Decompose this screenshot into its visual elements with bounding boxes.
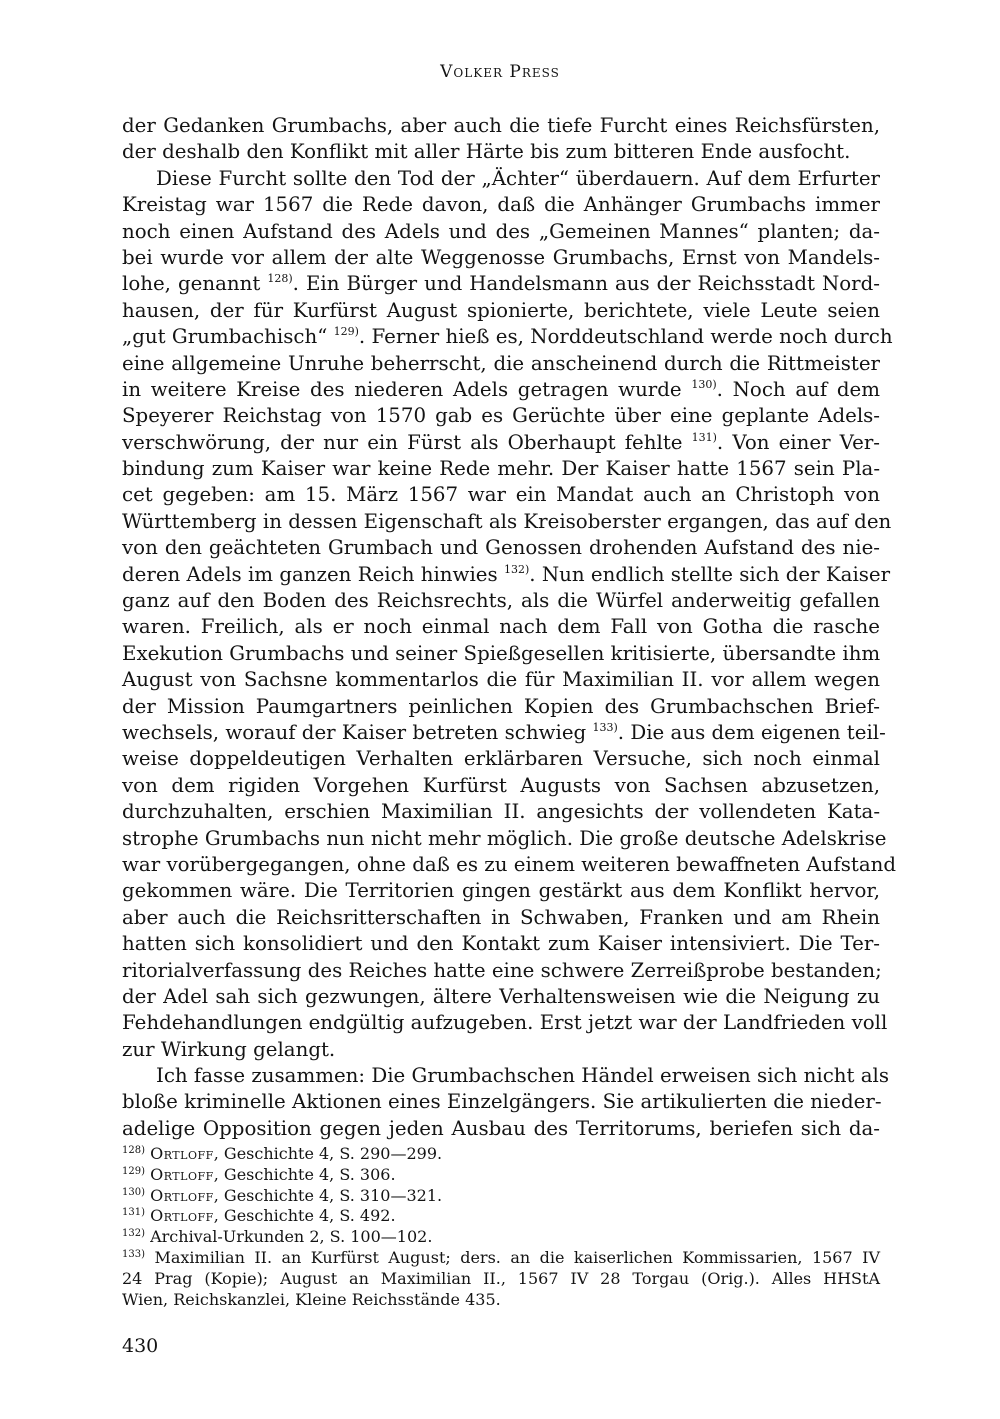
line-text: bloße kriminelle Aktionen eines Einzelgängers. Sie artikulierten die nieder- (122, 1090, 882, 1114)
text-line (122, 641, 880, 667)
text-line (122, 773, 880, 799)
footnotes (122, 1144, 880, 1310)
footnote-author: Ortloff (150, 1185, 214, 1205)
footnote-text: , Geschichte 4, S. 310—321. (213, 1185, 443, 1205)
footnote-marker: 128) (267, 272, 293, 286)
line-text: von den geächteten Grumbach und Genossen drohenden Aufstand des nie- (122, 536, 880, 560)
running-head: Volker Press (440, 62, 560, 82)
line-text: deren Adels im ganzen Reich hinwies (122, 562, 498, 586)
text-line (122, 139, 880, 165)
footnote-number: 128) (122, 1145, 145, 1156)
line-text: verschwörung, der nur ein Fürst als Oberhaupt fehlte (122, 430, 683, 454)
footnote (122, 1248, 880, 1269)
text-line (122, 535, 880, 561)
text-line (122, 219, 880, 245)
footnote-marker: 133) (592, 720, 618, 734)
footnote-text: Wien, Reichskanzlei, Kleine Reichsstände 435. (122, 1289, 501, 1309)
text-line (122, 324, 893, 350)
body-text (122, 113, 897, 1142)
text-line (122, 192, 880, 218)
line-text: zur Wirkung gelangt. (122, 1037, 336, 1061)
line-text: der Adel sah sich gezwungen, ältere Verhaltensweisen wie die Neigung zu (122, 984, 880, 1008)
footnote (122, 1290, 880, 1311)
page-number: 430 (122, 1335, 159, 1357)
text-line (122, 931, 880, 957)
line-text-after: . Ein Bürger und Handelsmann aus der Reichsstadt Nord- (292, 272, 880, 296)
text-line (122, 1116, 880, 1142)
line-text: ritorialverfassung des Reiches hatte eine schwere Zerreißprobe bestanden; (122, 958, 882, 982)
line-text: Ich fasse zusammen: Die Grumbachschen Händel erweisen sich nicht als (156, 1064, 890, 1088)
text-line (122, 430, 880, 456)
line-text: Württemberg in dessen Eigenschaft als Kreisoberster ergangen, das auf den (122, 509, 892, 533)
line-text: adelige Opposition gegen jeden Ausbau des Territorums, beriefen sich da- (122, 1116, 880, 1140)
text-line (122, 509, 892, 535)
line-text-after: . Von einer Ver- (716, 430, 880, 454)
text-line (122, 1089, 880, 1115)
footnote-marker: 131) (691, 430, 717, 444)
text-line (122, 958, 880, 984)
footnote-text: Maximilian II. an Kurfürst August; ders. an die kaiserlichen Kommissarien, 1567 IV (154, 1247, 880, 1267)
text-line (122, 271, 880, 297)
line-text: der deshalb den Konflikt mit aller Härte bis zum bitteren Ende ausfocht. (122, 140, 851, 164)
text-line (122, 562, 891, 588)
line-text: eine allgemeine Unruhe beherrscht, die anscheinend durch die Rittmeister (122, 351, 880, 375)
line-text: hatten sich konsolidiert und den Kontakt zum Kaiser intensiviert. Die Ter- (122, 932, 880, 956)
line-text: aber auch die Reichsritterschaften in Schwaben, Franken und am Rhein (122, 905, 880, 929)
line-text: in weitere Kreise des niederen Adels getragen wurde (122, 377, 682, 401)
text-line (122, 852, 897, 878)
text-line (122, 456, 880, 482)
text-line (122, 588, 880, 614)
line-text: Fehdehandlungen endgültig aufzugeben. Erst jetzt war der Landfrieden voll (122, 1011, 888, 1035)
line-text: Kreistag war 1567 die Rede davon, daß die Anhänger Grumbachs immer (122, 193, 880, 217)
footnote-number: 133) (122, 1248, 145, 1260)
footnote-number: 130) (122, 1186, 145, 1198)
footnote-author: Ortloff (150, 1144, 214, 1163)
footnote-number: 132) (122, 1228, 145, 1240)
footnote-marker: 130) (691, 377, 717, 391)
line-text: strophe Grumbachs nun nicht mehr möglich. Die große deutsche Adelskrise (122, 826, 887, 850)
footnote-marker: 129) (333, 325, 359, 339)
footnote (122, 1206, 880, 1227)
footnote (122, 1227, 880, 1248)
text-line (122, 166, 880, 192)
line-text-after: . Nun endlich stellte sich der Kaiser (529, 562, 891, 586)
line-text: noch einen Aufstand des Adels und des „Gemeinen Mannes“ planten; da- (122, 219, 880, 243)
line-text: August von Sachsne kommentarlos die für Maximilian II. vor allem wegen (122, 668, 880, 692)
footnote-text: , Geschichte 4, S. 306. (213, 1164, 396, 1184)
line-text: der Mission Paumgartners peinlichen Kopien des Grumbachschen Brief- (122, 694, 880, 718)
footnote-text: Archival-Urkunden 2, S. 100—102. (150, 1227, 433, 1247)
text-line (122, 377, 880, 403)
footnote-author: Ortloff (150, 1206, 214, 1226)
line-text: Speyerer Reichstag von 1570 gab es Gerüchte über eine geplante Adels- (122, 404, 880, 428)
text-line (122, 826, 887, 852)
line-text: durchzuhalten, erschien Maximilian II. angesichts der vollendeten Kata- (122, 800, 880, 824)
text-line (122, 720, 886, 746)
footnote-author: Ortloff (150, 1164, 214, 1184)
text-line (122, 878, 880, 904)
text-line (122, 298, 880, 324)
footnote-number: 131) (122, 1207, 145, 1219)
line-text: Exekution Grumbachs und seiner Spießgesellen kritisierte, übersandte ihm (122, 641, 881, 665)
footnote (122, 1269, 880, 1290)
line-text: cet gegeben: am 15. März 1567 war ein Mandat auch an Christoph von (122, 483, 880, 507)
line-text-after: . Noch auf dem (716, 377, 880, 401)
footnote (122, 1144, 880, 1165)
footnote-text: , Geschichte 4, S. 492. (213, 1206, 396, 1226)
line-text: weise doppeldeutigen Verhalten erklärbaren Versuche, sich noch einmal (122, 747, 880, 771)
line-text: gekommen wäre. Die Territorien gingen gestärkt aus dem Konflikt hervor, (122, 879, 880, 903)
text-line (122, 403, 880, 429)
text-line (122, 482, 880, 508)
text-line (122, 1037, 880, 1063)
footnote (122, 1186, 880, 1207)
text-line (122, 905, 880, 931)
line-text: Diese Furcht sollte den Tod der „Ächter“ überdauern. Auf dem Erfurter (156, 166, 880, 190)
text-line (122, 351, 880, 377)
footnote (122, 1165, 880, 1186)
line-text: bei wurde vor allem der alte Weggenosse Grumbachs, Ernst von Mandels- (122, 245, 880, 269)
text-line (122, 1010, 888, 1036)
line-text: war vorübergegangen, ohne daß es zu einem weiteren bewaffneten Aufstand (122, 852, 897, 876)
footnote-marker: 132) (503, 562, 530, 576)
footnote-number: 129) (122, 1165, 145, 1177)
line-text: von dem rigiden Vorgehen Kurfürst Augusts von Sachsen abzusetzen, (122, 773, 880, 797)
line-text: lohe, genannt (122, 272, 261, 296)
text-line (122, 1063, 890, 1089)
line-text: „gut Grumbachisch“ (122, 325, 328, 349)
line-text-after: . Ferner hieß es, Norddeutschland werde noch durch (358, 325, 893, 349)
line-text: hausen, der für Kurfürst August spionierte, berichtete, viele Leute seien (122, 298, 880, 322)
line-text: ganz auf den Boden des Reichsrechts, als die Würfel anderweitig gefallen (122, 589, 880, 613)
footnote-text: , Geschichte 4, S. 290—299. (213, 1144, 443, 1163)
text-line (122, 113, 880, 139)
text-line (122, 694, 880, 720)
text-line (122, 245, 880, 271)
line-text: waren. Freilich, als er noch einmal nach dem Fall von Gotha die rasche (122, 615, 880, 639)
text-line (122, 667, 880, 693)
text-line (122, 984, 880, 1010)
text-line (122, 614, 880, 640)
text-line (122, 746, 880, 772)
text-line (122, 799, 880, 825)
line-text-after: . Die aus dem eigenen teil- (617, 720, 886, 744)
line-text: der Gedanken Grumbachs, aber auch die tiefe Furcht eines Reichsfürsten, (122, 114, 880, 137)
footnote-text: 24 Prag (Kopie); August an Maximilian II., 1567 IV 28 Torgau (Orig.). Alles HHStA (122, 1268, 880, 1288)
line-text: bindung zum Kaiser war keine Rede mehr. Der Kaiser hatte 1567 sein Pla- (122, 457, 880, 481)
line-text: wechsels, worauf der Kaiser betreten schwieg (122, 720, 587, 744)
